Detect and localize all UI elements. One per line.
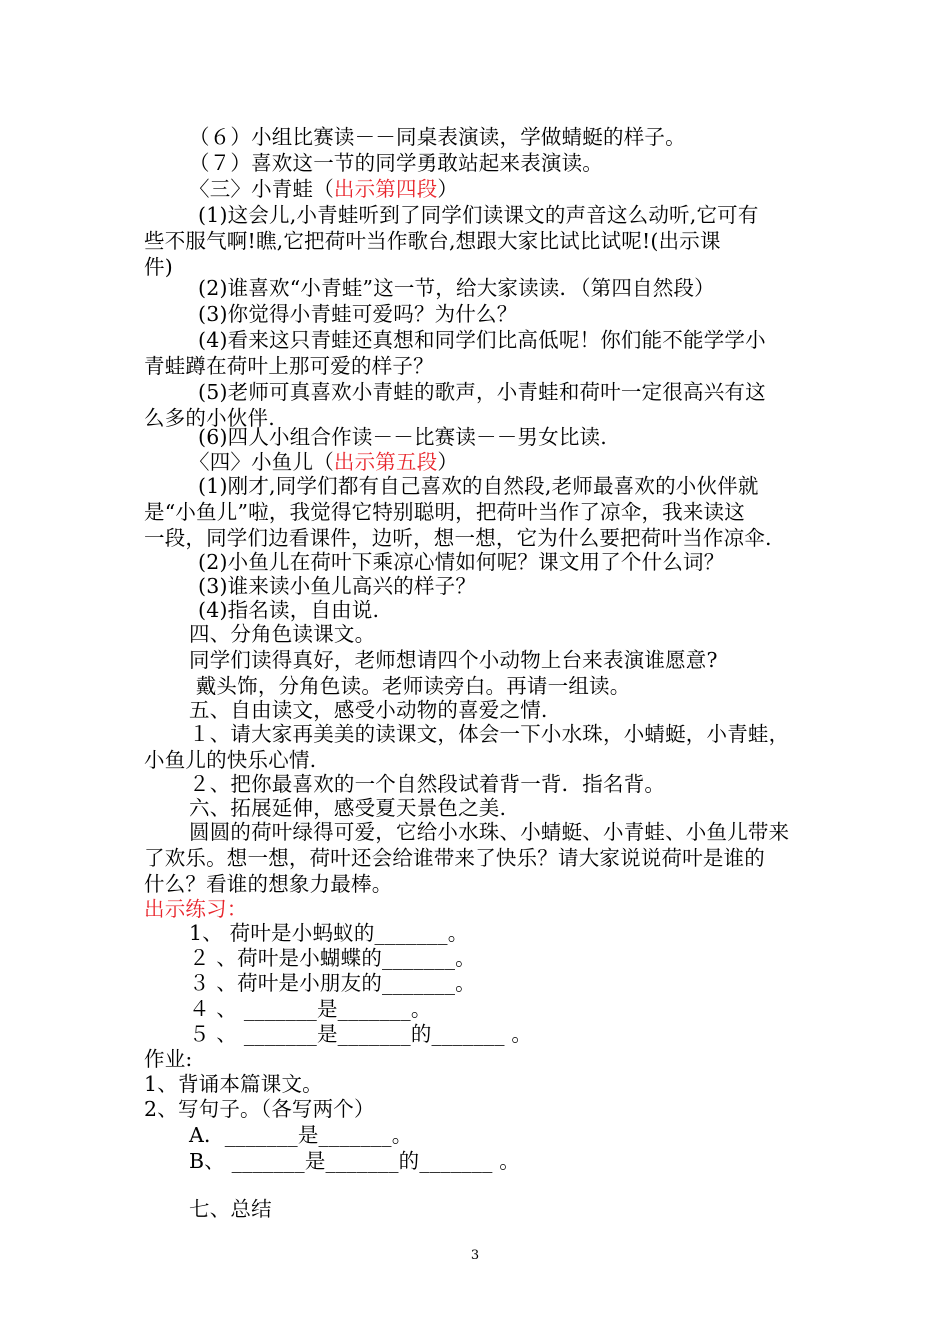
text-line: 件) — [144, 255, 173, 279]
text-line: (1)刚才,同学们都有自己喜欢的自然段,老师最喜欢的小伙伴就 — [198, 474, 759, 498]
section-label: 〈三〉小青蛙（ — [189, 177, 334, 201]
text-line: 小鱼儿的快乐心情. — [144, 748, 317, 772]
section-heading — [189, 449, 458, 475]
section-tail: ） — [437, 450, 459, 474]
summary-heading: 七、总结 — [189, 1197, 272, 1221]
text-line: （７）喜欢这一节的同学勇敢站起来表演读。 — [189, 151, 603, 175]
homework-heading: 作业: — [144, 1047, 193, 1071]
text-line: (4)指名读，自由说. — [198, 598, 380, 622]
text-line: 青蛙蹲在荷叶上那可爱的样子？ — [144, 354, 434, 378]
text-line: (2)谁喜欢“小青蛙”这一节，给大家读读．（第四自然段） — [198, 276, 715, 300]
text-line: 戴头饰，分角色读。老师读旁白。再请一组读。 — [189, 674, 631, 698]
text-line: (2)小鱼儿在荷叶下乘凉心情如何呢？课文用了个什么词？ — [198, 550, 725, 574]
text-line: ２、把你最喜欢的一个自然段试着背一背．指名背。 — [189, 772, 666, 796]
exercise-item: ５ 、 _______是_______的_______ 。 — [189, 1022, 533, 1046]
text-line: 是“小鱼儿”啦，我觉得它特别聪明，把荷叶当作了凉伞，我来读这 — [144, 500, 745, 524]
text-line: 什么？看谁的想象力最棒。 — [144, 872, 393, 896]
exercise-item: ３ 、荷叶是小朋友的_______。 — [189, 971, 476, 995]
exercise-heading: 出示练习： — [144, 897, 248, 921]
text-line: (3)你觉得小青蛙可爱吗？为什么？ — [198, 302, 518, 326]
text-line: (4)看来这只青蛙还真想和同学们比高低呢！你们能不能学学小 — [198, 328, 766, 352]
text-line: (6)四人小组合作读－－比赛读－－男女比读. — [198, 425, 607, 449]
section-label: 〈四〉小鱼儿（ — [189, 450, 334, 474]
exercise-item: ４ 、 _______是_______。 — [189, 997, 432, 1021]
homework-item: 2、写句子。（各写两个） — [144, 1097, 375, 1121]
text-line: 些不服气啊!瞧,它把荷叶当作歌台,想跟大家比试比试呢!(出示课 — [144, 229, 721, 253]
homework-item: 1、背诵本篇课文。 — [144, 1072, 323, 1096]
text-line: １、请大家再美美的读课文，体会一下小水珠，小蜻蜓，小青蛙， — [189, 722, 790, 746]
text-line: 六、拓展延伸，感受夏天景色之美. — [189, 796, 507, 820]
homework-item: A．_______是_______。 — [189, 1123, 413, 1147]
text-line: 圆圆的荷叶绿得可爱，它给小水珠、小蜻蜓、小青蛙、小鱼儿带来 — [189, 820, 790, 844]
highlight-text: 出示第四段 — [333, 177, 438, 201]
text-line: 了欢乐。想一想，荷叶还会给谁带来了快乐？请大家说说荷叶是谁的 — [144, 846, 765, 870]
section-heading — [189, 176, 458, 202]
page-number: 3 — [470, 1248, 480, 1263]
exercise-item: ２ 、荷叶是小蝴蝶的_______。 — [189, 946, 476, 970]
highlight-text: 出示第五段 — [333, 450, 438, 474]
text-line: (1)这会儿,小青蛙听到了同学们读课文的声音这么动听,它可有 — [198, 203, 759, 227]
section-tail: ） — [437, 177, 459, 201]
text-line: （６）小组比赛读－－同桌表演读，学做蜻蜓的样子。 — [189, 125, 686, 149]
text-line: 么多的小伙伴. — [144, 406, 275, 430]
exercise-item: 1、 荷叶是小蚂蚁的_______。 — [189, 921, 469, 945]
text-line: 五、自由读文，感受小动物的喜爱之情. — [189, 698, 548, 722]
text-line: (5)老师可真喜欢小青蛙的歌声，小青蛙和荷叶一定很高兴有这 — [198, 380, 766, 404]
text-line: 四、分角色读课文。 — [189, 622, 376, 646]
text-line: (3)谁来读小鱼儿高兴的样子？ — [198, 574, 477, 598]
text-line: 同学们读得真好，老师想请四个小动物上台来表演谁愿意? — [189, 648, 718, 672]
homework-item: B、 _______是_______的_______ 。 — [189, 1149, 520, 1173]
text-line: 一段，同学们边看课件，边听，想一想，它为什么要把荷叶当作凉伞. — [144, 526, 772, 550]
